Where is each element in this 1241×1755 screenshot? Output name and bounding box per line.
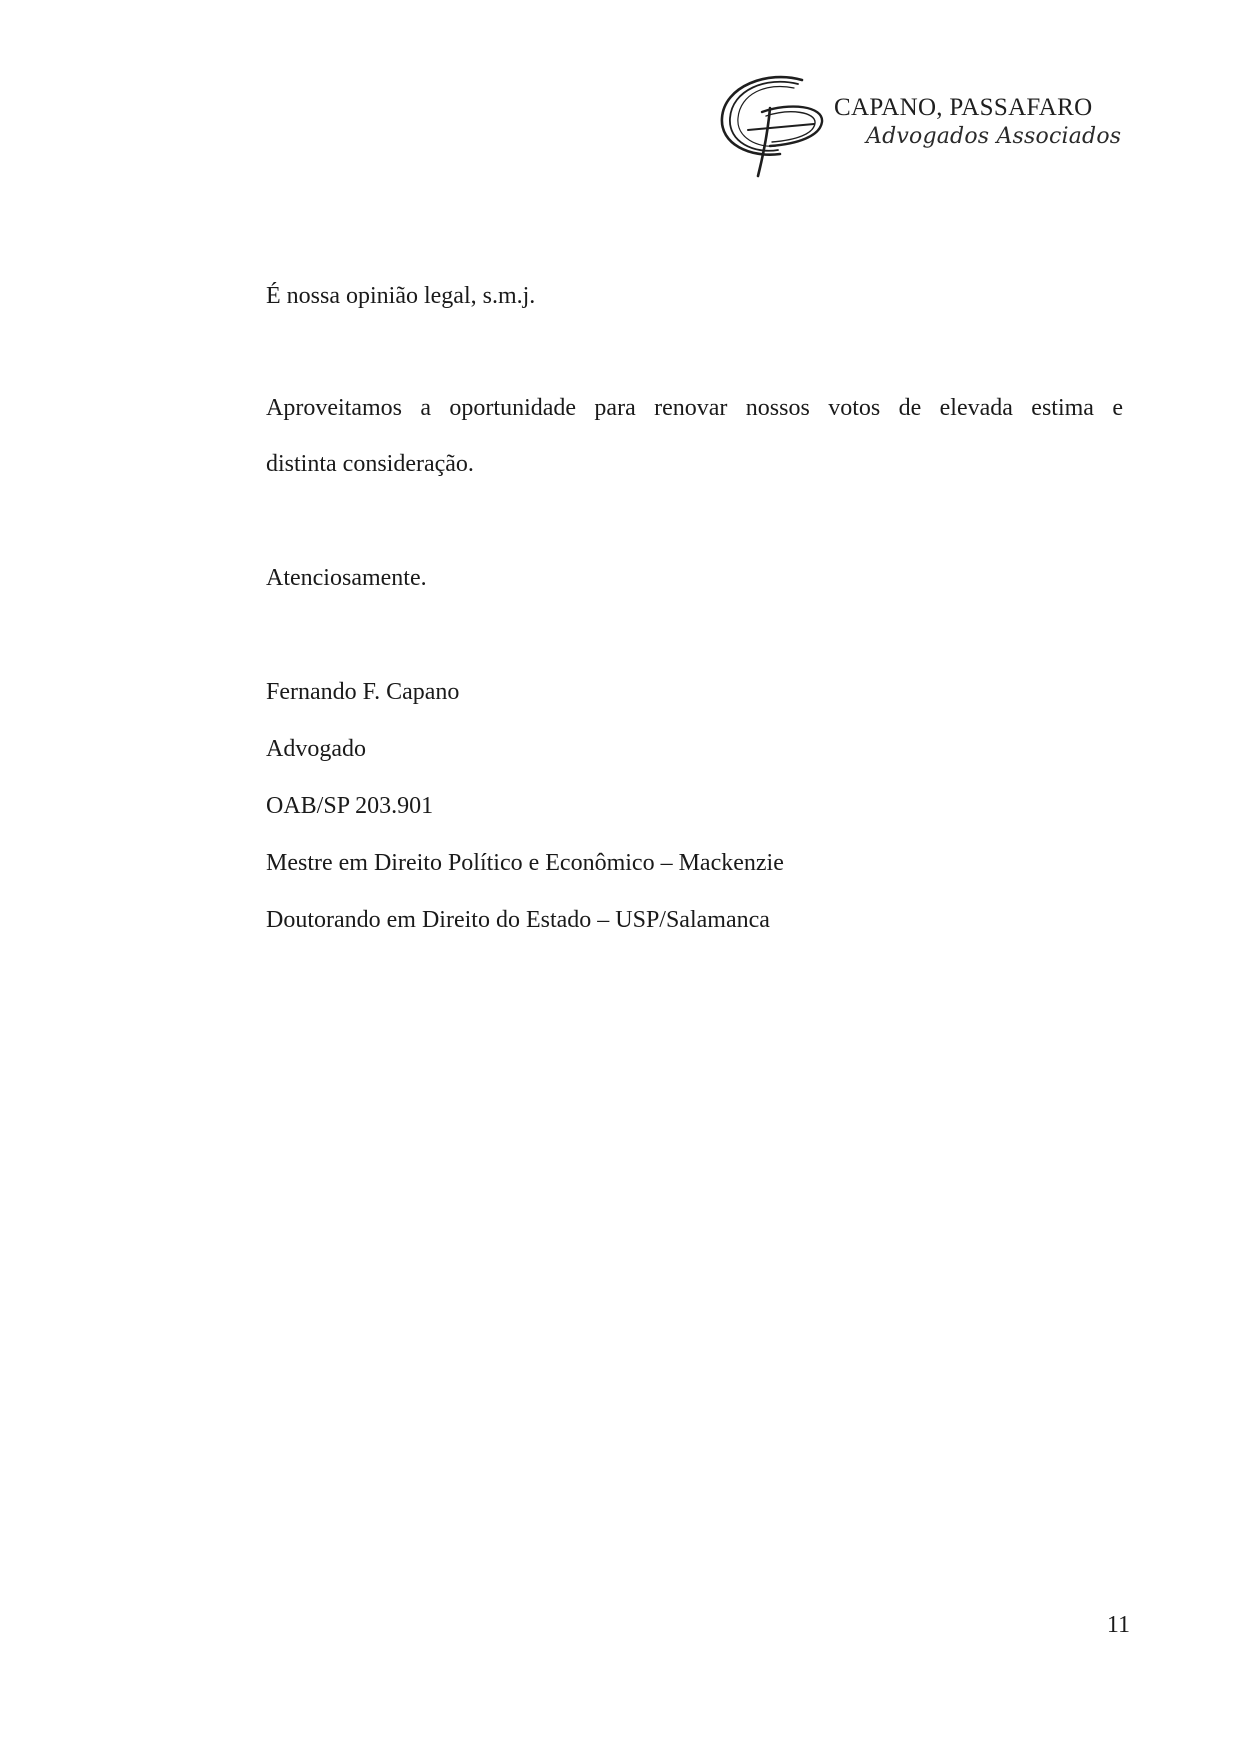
page-number: 11 (1106, 1612, 1130, 1638)
closing-paragraph-line-1: Aproveitamos a oportunidade para renovar nossos votos de elevada estima e (266, 395, 1123, 421)
salutation: Atenciosamente. (266, 565, 427, 591)
signatory-credential-1: Mestre em Direito Político e Econômico – Mackenzie (266, 850, 784, 876)
closing-paragraph-line-2: distinta consideração. (266, 451, 474, 477)
signatory-title: Advogado (266, 736, 366, 762)
firm-subtitle: Advogados Associados (866, 124, 1122, 149)
cp-monogram-icon (718, 72, 830, 182)
firm-logo (718, 72, 1122, 182)
signatory-registration: OAB/SP 203.901 (266, 793, 434, 819)
signatory-name: Fernando F. Capano (266, 679, 460, 705)
signatory-credential-2: Doutorando em Direito do Estado – USP/Salamanca (266, 907, 770, 933)
firm-name: CAPANO, PASSAFARO (834, 94, 1093, 121)
opinion-line: É nossa opinião legal, s.m.j. (266, 283, 536, 309)
